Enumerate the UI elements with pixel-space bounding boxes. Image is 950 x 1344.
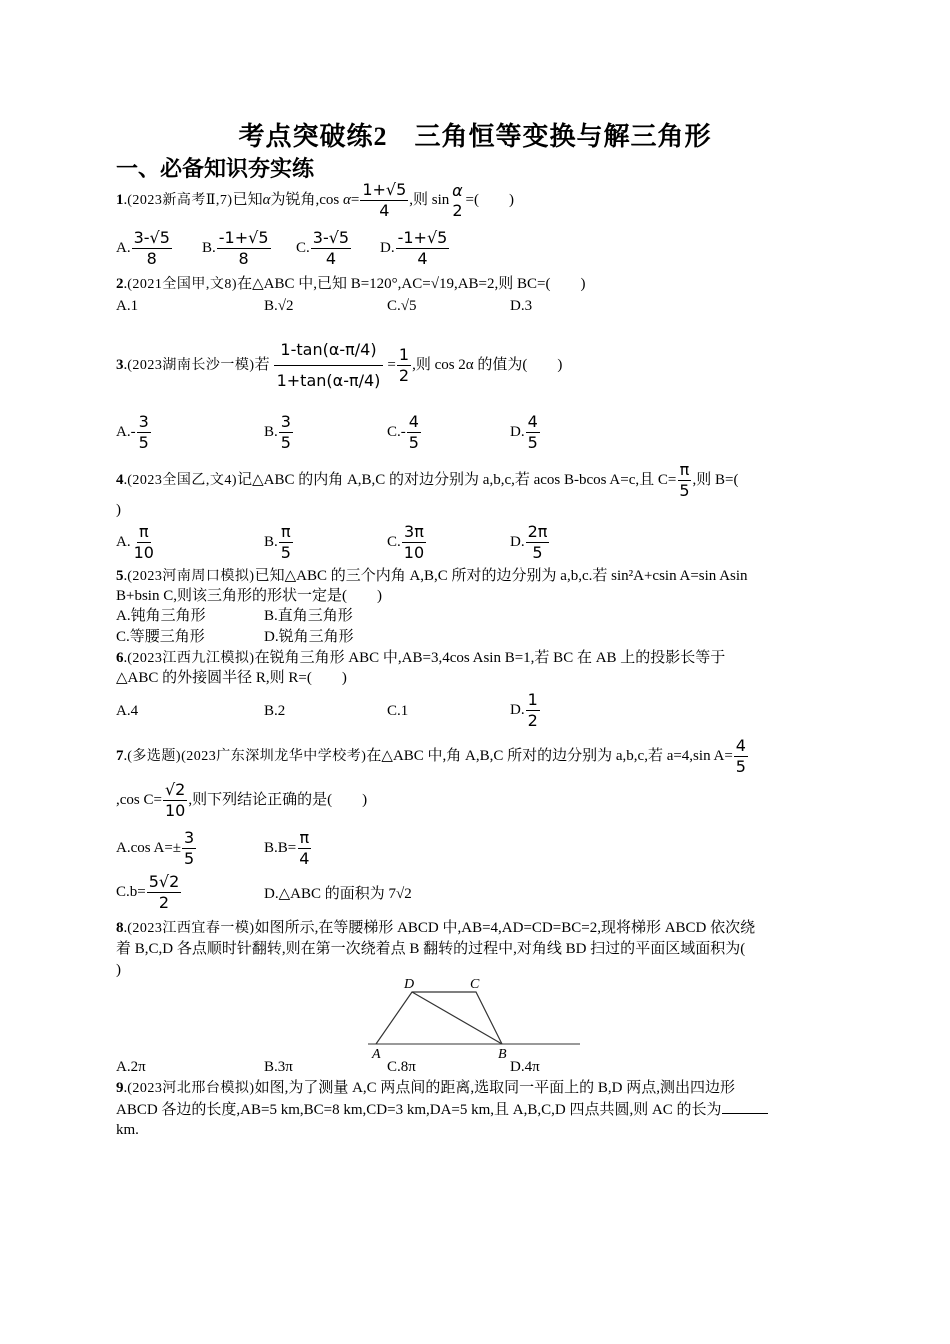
question-5: 5.(2023河南周口模拟)已知△ABC 的三个内角 A,B,C 所对的边分别为 a,b,c.若 sin²A+csin A=sin Asin bbox=[116, 568, 748, 584]
option-c[interactable]: C. $\frac{3\pi}{10}$ bbox=[387, 522, 425, 562]
question-3: 3.(2023湖南长沙一模)若 $\frac{1-\tan(\alpha-\pi/4)}{1+\tan(\alpha-\pi/4)}$ = $\frac{1}{2}$ ,则 cos 2α 的值为( ) bbox=[116, 330, 562, 401]
option-d[interactable]: D. $\frac{4}{5}$ bbox=[510, 412, 538, 452]
question-7: 7.(多选题)(2023广东深圳龙华中学校考)在△ABC 中,角 A,B,C 所对的边分别为 a,b,c,若 a=4,sin A= $\frac{4}{5}$ bbox=[116, 736, 746, 776]
option-a[interactable]: A.- $\frac{3}{5}$ bbox=[116, 412, 149, 452]
option-d[interactable]: D. $\frac{1}{2}$ bbox=[510, 690, 538, 730]
question-6-line2: △ABC 的外接圆半径 R,则 R=( ) bbox=[116, 670, 347, 686]
option-c[interactable]: C.等腰三角形 bbox=[116, 629, 205, 645]
option-a[interactable]: A.钝角三角形 bbox=[116, 608, 206, 624]
fraction: $\frac{1+√5}{4}$ bbox=[362, 180, 407, 220]
fraction: $\frac{\pi}{5}$ bbox=[679, 460, 690, 500]
option-a[interactable]: A.1 bbox=[116, 298, 139, 314]
option-d[interactable]: D.△ABC 的面积为 7√2 bbox=[264, 886, 412, 902]
question-5-line2: B+bsin C,则该三角形的形状一定是( ) bbox=[116, 588, 382, 604]
label-b: B bbox=[498, 1047, 507, 1062]
option-c[interactable]: C.1 bbox=[387, 703, 409, 719]
label-a: A bbox=[372, 1047, 381, 1062]
label-d: D bbox=[404, 977, 415, 992]
question-1: 1.(2023新高考Ⅱ,7)已知α为锐角,cos α= $\frac{1+√5}{4}$ ,则 sin α 2 =( ) bbox=[116, 180, 514, 220]
option-c[interactable]: C.b= $\frac{5√2}{2}$ bbox=[116, 872, 180, 912]
option-b[interactable]: B.3π bbox=[264, 1059, 293, 1075]
question-8-line3: ) bbox=[116, 962, 121, 978]
option-d[interactable]: D. $\frac{2\pi}{5}$ bbox=[510, 522, 548, 562]
page-title: 考点突破练2 三角恒等变换与解三角形 bbox=[238, 122, 712, 151]
question-7-line2: ,cos C= $\frac{√2}{10}$ ,则下列结论正确的是( ) bbox=[116, 780, 368, 820]
question-9: 9.(2023河北邢台模拟)如图,为了测量 A,C 两点间的距离,选取同一平面上的 B,D 两点,测出四边形 bbox=[116, 1080, 736, 1096]
option-a[interactable]: A.cos A=± $\frac{3}{5}$ bbox=[116, 828, 195, 868]
option-b[interactable]: B. $\frac{3}{5}$ bbox=[264, 412, 291, 452]
option-b[interactable]: B.直角三角形 bbox=[264, 608, 353, 624]
option-d[interactable]: D. $\frac{-1+√5}{4}$ bbox=[380, 228, 448, 268]
option-a[interactable]: A.4 bbox=[116, 703, 139, 719]
question-4-close: ) bbox=[116, 502, 121, 518]
fraction: $\frac{1-\tan(\alpha-\pi/4)}{1+\tan(\alpha-\pi/4)}$ bbox=[271, 335, 387, 396]
question-9-line2: ABCD 各边的长度,AB=5 km,BC=8 km,CD=3 km,DA=5 km,且 A,B,C,D 四点共圆,则 AC 的长为 bbox=[116, 1099, 768, 1120]
option-c[interactable]: C.8π bbox=[387, 1059, 416, 1075]
option-a[interactable]: A. $\frac{3-√5}{8}$ bbox=[116, 228, 170, 268]
question-source: (2023新高考Ⅱ,7) bbox=[127, 192, 233, 208]
question-8: 8.(2023江西宜春一模)如图所示,在等腰梯形 ABCD 中,AB=4,AD=CD=BC=2,现将梯形 ABCD 依次绕 bbox=[116, 920, 756, 936]
question-9-line3: km. bbox=[116, 1122, 139, 1138]
fraction: $\frac{√2}{10}$ bbox=[164, 780, 186, 820]
label-c: C bbox=[470, 977, 480, 992]
option-d[interactable]: D.锐角三角形 bbox=[264, 629, 354, 645]
option-d[interactable]: D.3 bbox=[510, 298, 533, 314]
option-c[interactable]: C.√5 bbox=[387, 298, 417, 314]
question-4: 4.(2023全国乙,文4)记△ABC 的内角 A,B,C 的对边分别为 a,b,c,若 acos B-bcos A=c,且 C= $\frac{\pi}{5}$ ,则 B=( bbox=[116, 460, 739, 500]
fraction: α 2 bbox=[452, 180, 463, 220]
option-b[interactable]: B. $\frac{\pi}{5}$ bbox=[264, 522, 291, 562]
fraction: $\frac{1}{2}$ bbox=[398, 345, 410, 386]
answer-blank[interactable] bbox=[722, 1099, 768, 1114]
option-a[interactable]: A.2π bbox=[116, 1059, 146, 1075]
option-a[interactable]: A. $\frac{\pi}{10}$ bbox=[116, 522, 154, 562]
option-d[interactable]: D.4π bbox=[510, 1059, 540, 1075]
fraction: $\frac{4}{5}$ bbox=[735, 736, 746, 776]
section-heading: 一、必备知识夯实练 bbox=[116, 156, 315, 181]
question-number: 1 bbox=[116, 191, 124, 208]
option-b[interactable]: B.B= $\frac{\pi}{4}$ bbox=[264, 828, 310, 868]
option-c[interactable]: C.- $\frac{4}{5}$ bbox=[387, 412, 419, 452]
question-2: 2.(2021全国甲,文8)在△ABC 中,已知 B=120°,AC=√19,AB=2,则 BC=( ) bbox=[116, 276, 586, 292]
question-8-line2: 着 B,C,D 各点顺时针翻转,则在第一次绕着点 B 翻转的过程中,对角线 BD 扫过的平面区域面积为( bbox=[116, 941, 746, 957]
trapezoid-outline bbox=[376, 992, 502, 1044]
option-c[interactable]: C. $\frac{3-√5}{4}$ bbox=[296, 228, 350, 268]
option-b[interactable]: B. $\frac{-1+√5}{8}$ bbox=[202, 228, 269, 268]
option-b[interactable]: B.2 bbox=[264, 703, 286, 719]
question-6: 6.(2023江西九江模拟)在锐角三角形 ABC 中,AB=3,4cos Asin B=1,若 BC 在 AB 上的投影长等于 bbox=[116, 650, 726, 666]
option-b[interactable]: B.√2 bbox=[264, 298, 294, 314]
trapezoid-figure bbox=[360, 972, 586, 1064]
